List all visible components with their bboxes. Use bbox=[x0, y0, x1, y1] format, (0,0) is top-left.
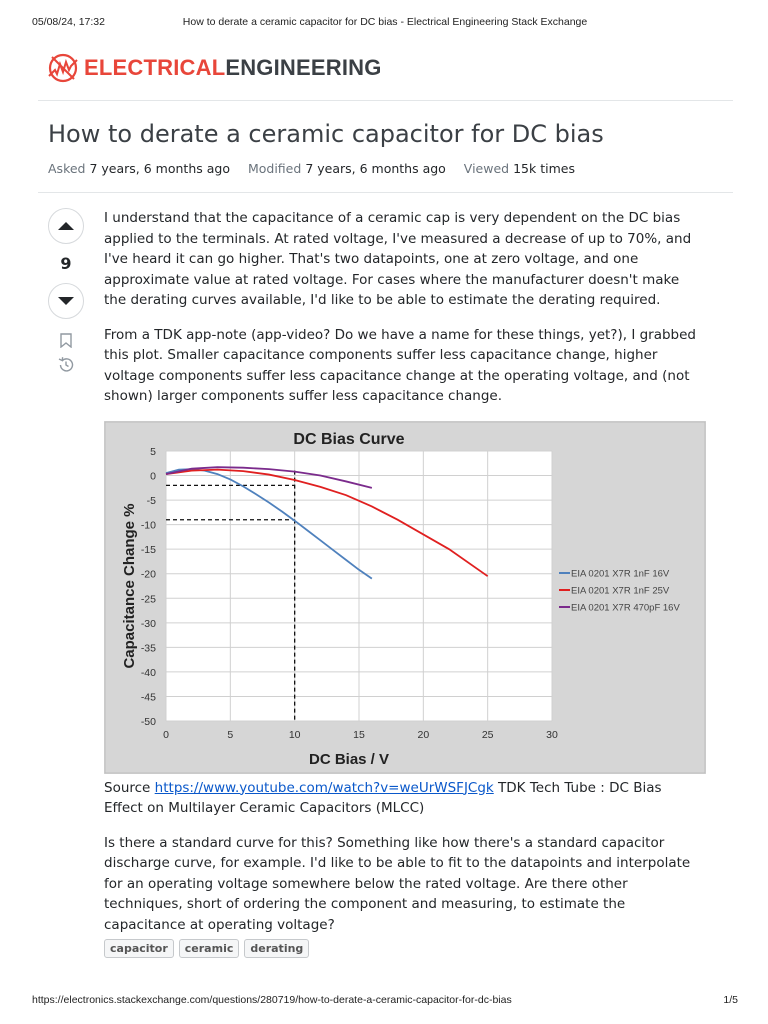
chart-ylabel: Capacitance Change % bbox=[121, 502, 138, 669]
modified-label: Modified bbox=[247, 161, 302, 176]
viewed-label: Viewed bbox=[463, 161, 510, 176]
site-logo[interactable] bbox=[46, 48, 382, 88]
dc-bias-chart-image bbox=[104, 421, 706, 774]
tag-capacitor[interactable]: capacitor bbox=[104, 939, 174, 958]
y-tick-label: 0 bbox=[150, 470, 156, 483]
vote-count: 9 bbox=[60, 254, 72, 273]
y-tick-label: -40 bbox=[140, 666, 156, 679]
body-paragraph-1: I understand that the capacitance of a ceramic cap is very dependent on the DC bias applied to the terminals. At rated voltage, I've measured a decrease of up to 70%, and I've heard it can go higher. That's two datapoints, one at zero voltage, and one approximate value at rated voltage. For cases where the manufacturer doesn't make the derating curves available, I'd like to be able to estimate the derating required. bbox=[104, 210, 692, 308]
upvote-button[interactable] bbox=[48, 208, 84, 244]
logo-text-engineering: ENGINEERING bbox=[225, 55, 382, 80]
arrow-up-icon bbox=[58, 221, 74, 231]
tag-list bbox=[104, 939, 309, 958]
print-header bbox=[32, 16, 738, 28]
title-divider bbox=[38, 192, 733, 193]
asked-value[interactable]: 7 years, 6 months ago bbox=[89, 161, 230, 176]
question-title[interactable]: How to derate a ceramic capacitor for DC bias bbox=[48, 120, 604, 148]
asked-label: Asked bbox=[48, 161, 86, 176]
y-tick-label: -35 bbox=[140, 641, 156, 654]
downvote-button[interactable] bbox=[48, 283, 84, 319]
y-tick-label: -5 bbox=[146, 494, 156, 507]
viewed-value: 15k times bbox=[513, 161, 575, 176]
source-label: Source bbox=[104, 779, 151, 796]
legend-label: EIA 0201 X7R 470pF 16V bbox=[571, 602, 680, 613]
legend-label: EIA 0201 X7R 1nF 16V bbox=[571, 568, 670, 579]
resistor-logo-icon bbox=[46, 51, 80, 85]
question-body bbox=[104, 208, 704, 949]
y-tick-label: -45 bbox=[140, 690, 156, 703]
source-line bbox=[104, 778, 704, 819]
source-link[interactable]: https://www.youtube.com/watch?v=weUrWSFJCgk bbox=[154, 779, 494, 796]
y-tick-label: -30 bbox=[140, 617, 156, 630]
x-tick-label: 30 bbox=[546, 728, 558, 741]
dc-bias-chart bbox=[104, 421, 706, 774]
x-tick-label: 20 bbox=[417, 728, 430, 741]
print-page-title: How to derate a ceramic capacitor for DC bias - Electrical Engineering Stack Exchange bbox=[182, 16, 588, 28]
vote-column bbox=[48, 208, 88, 374]
x-tick-label: 25 bbox=[481, 728, 494, 741]
source-description: TDK Tech Tube : DC Bias Effect on Multilayer Ceramic Capacitors (MLCC) bbox=[104, 779, 662, 816]
body-paragraph-3: Is there a standard curve for this? Something like how there's a standard capacitor discharge curve, for example. I'd like to be able to fit to the datapoints and interpolate for an operating voltage somewhere below the rated voltage. Are there other techniques, short of ordering the component and measuring, to estimate the capacitance at operating voltage? bbox=[104, 834, 691, 933]
arrow-down-icon bbox=[58, 296, 74, 306]
modified-value[interactable]: 7 years, 6 months ago bbox=[305, 161, 446, 176]
y-tick-label: -25 bbox=[140, 592, 156, 605]
bookmark-icon bbox=[60, 333, 72, 348]
y-tick-label: -50 bbox=[140, 715, 156, 728]
legend-label: EIA 0201 X7R 1nF 25V bbox=[571, 585, 670, 596]
history-icon bbox=[57, 356, 75, 374]
y-tick-label: -15 bbox=[140, 543, 156, 556]
header-divider bbox=[38, 100, 733, 101]
bookmark-button[interactable] bbox=[48, 333, 84, 348]
chart-title: DC Bias Curve bbox=[293, 430, 405, 448]
x-tick-label: 10 bbox=[288, 728, 301, 741]
print-datetime: 05/08/24, 17:32 bbox=[32, 16, 105, 28]
y-tick-label: 5 bbox=[150, 445, 156, 458]
print-footer bbox=[32, 994, 738, 1006]
logo-text-electrical: ELECTRICAL bbox=[84, 55, 226, 80]
y-tick-label: -10 bbox=[140, 519, 156, 532]
tag-derating[interactable]: derating bbox=[244, 939, 309, 958]
y-tick-label: -20 bbox=[140, 568, 156, 581]
body-paragraph-2: From a TDK app-note (app-video? Do we have a name for these things, yet?), I grabbed this plot. Smaller capacitance components suffer less capacitance change, higher voltage components suffer less capacitance change at the operating voltage, and (not shown) larger components suffer less capacitance change. bbox=[104, 326, 696, 404]
x-tick-label: 5 bbox=[227, 728, 234, 741]
print-url: https://electronics.stackexchange.com/questions/280719/how-to-derate-a-ceramic-capacitor-for-dc-bias bbox=[32, 994, 512, 1006]
history-button[interactable] bbox=[48, 356, 84, 374]
chart-xlabel: DC Bias / V bbox=[308, 750, 390, 768]
question-meta bbox=[48, 161, 589, 176]
tag-ceramic[interactable]: ceramic bbox=[179, 939, 240, 958]
x-tick-label: 15 bbox=[353, 728, 365, 741]
x-tick-label: 0 bbox=[163, 728, 169, 741]
print-page-number: 1/5 bbox=[723, 994, 738, 1006]
